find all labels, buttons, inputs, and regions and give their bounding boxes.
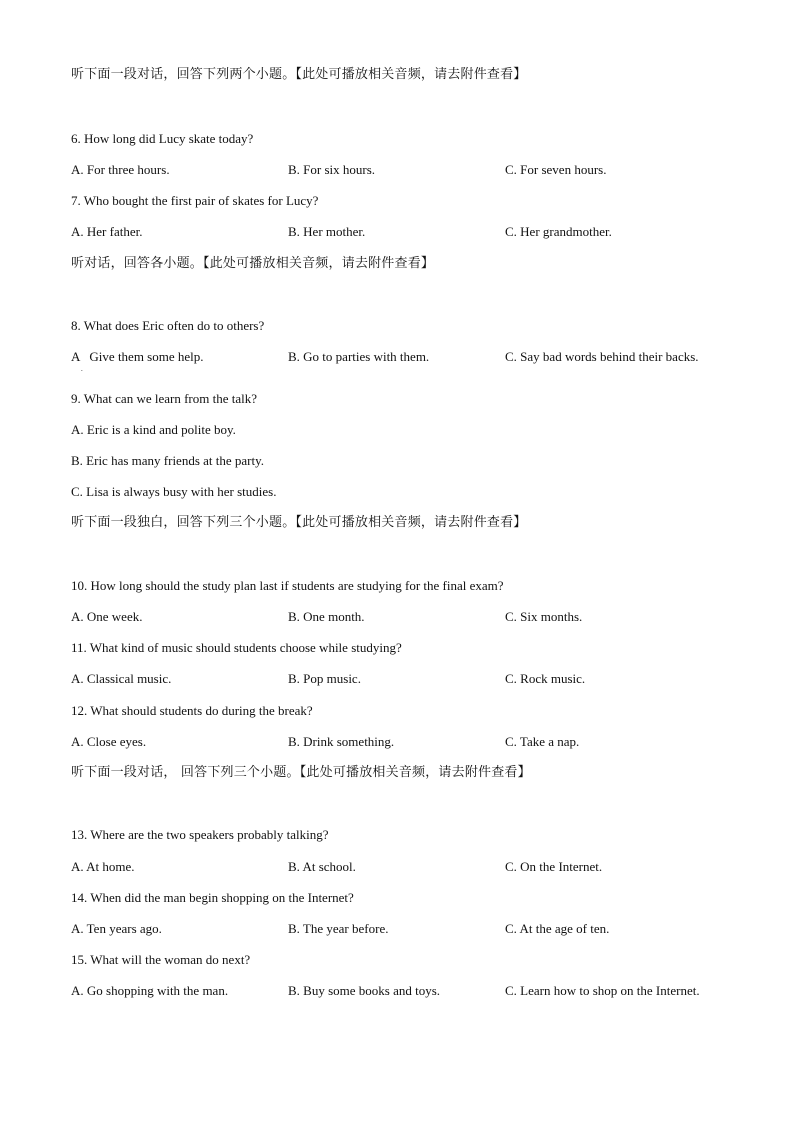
option-a: A. One week. [71, 609, 143, 624]
option-b: B. The year before. [288, 921, 389, 936]
question-13: 13. Where are the two speakers probably talking? [71, 827, 329, 842]
question-15: 15. What will the woman do next? [71, 952, 251, 967]
question-14: 14. When did the man begin shopping on the Internet? [71, 890, 354, 905]
option-a: A. Close eyes. [71, 734, 147, 749]
option-a: A. Classical music. [71, 671, 172, 686]
question-9: 9. What can we learn from the talk? [71, 391, 258, 406]
option-b: B. Her mother. [288, 224, 366, 239]
option-c: C. Her grandmother. [505, 224, 612, 239]
question-7: 7. Who bought the first pair of skates for Lucy? [71, 193, 319, 208]
option-b: B. At school. [288, 859, 356, 874]
option-c: C. On the Internet. [505, 859, 603, 874]
option-a: A Give them some help. [71, 349, 204, 364]
question-8: 8. What does Eric often do to others? [71, 318, 265, 333]
option-c: C. Say bad words behind their backs. [505, 349, 699, 364]
option-b: B. Go to parties with them. [288, 349, 430, 364]
option-a: A. Go shopping with the man. [71, 983, 229, 998]
section-instruction: 听下面一段对话，回答下列两个小题。【此处可播放相关音频，请去附件查看】 [71, 67, 527, 82]
option-a: A. Eric is a kind and polite boy. [71, 422, 236, 437]
question-11: 11. What kind of music should students choose while studying? [71, 640, 402, 655]
option-a: A. For three hours. [71, 162, 170, 177]
option-b: B. Buy some books and toys. [288, 983, 441, 998]
question-6: 6. How long did Lucy skate today? [71, 131, 254, 146]
option-a: A. Her father. [71, 224, 143, 239]
option-b: B. Eric has many friends at the party. [71, 453, 265, 468]
period-mark: . [81, 365, 83, 373]
option-b: B. For six hours. [288, 162, 376, 177]
option-b: B. Pop music. [288, 671, 361, 686]
section-instruction: 听对话，回答各小题。【此处可播放相关音频，请去附件查看】 [71, 256, 435, 271]
question-12: 12. What should students do during the break? [71, 703, 313, 718]
option-c: C. At the age of ten. [505, 921, 610, 936]
question-10: 10. How long should the study plan last if students are studying for the final exam? [71, 578, 504, 593]
option-c: C. Lisa is always busy with her studies. [71, 484, 277, 499]
option-c: C. Rock music. [505, 671, 586, 686]
option-c: C. For seven hours. [505, 162, 607, 177]
option-c: C. Six months. [505, 609, 583, 624]
section-instruction: 听下面一段独白，回答下列三个小题。【此处可播放相关音频，请去附件查看】 [71, 515, 527, 530]
option-a: A. At home. [71, 859, 135, 874]
section-instruction: 听下面一段对话， 回答下列三个小题。【此处可播放相关音频，请去附件查看】 [71, 765, 531, 780]
option-b: B. Drink something. [288, 734, 395, 749]
option-c: C. Learn how to shop on the Internet. [505, 983, 700, 998]
option-b: B. One month. [288, 609, 365, 624]
option-a: A. Ten years ago. [71, 921, 162, 936]
option-c: C. Take a nap. [505, 734, 580, 749]
